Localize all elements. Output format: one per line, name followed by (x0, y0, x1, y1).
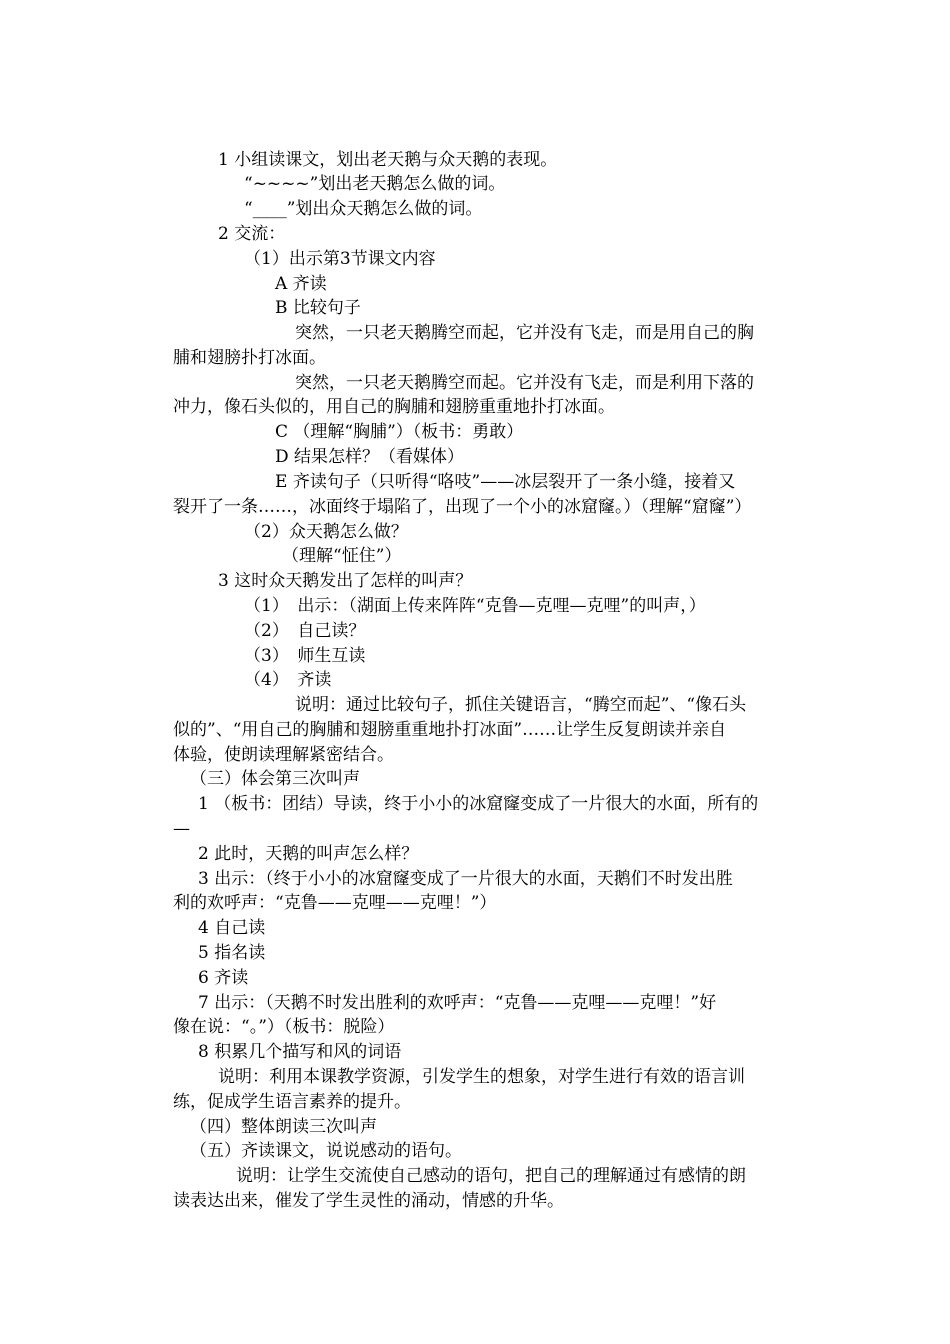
text-line: 7 出示：（天鹅不时发出胜利的欢呼声：“克鲁——克哩——克哩！”好 (198, 993, 717, 1013)
text-line: 8 积累几个描写和风的词语 (198, 1042, 402, 1062)
text-line: 1 小组读课文，划出老天鹅与众天鹅的表现。 (218, 150, 558, 170)
text-line: （1）出示第3节课文内容 (244, 249, 436, 269)
text-line: （五）齐读课文，说说感动的语句。 (190, 1141, 462, 1161)
text-line: “____”划出众天鹅怎么做的词。 (244, 199, 483, 219)
text-line: C （理解“胸脯”）（板书：勇敢） (275, 422, 524, 442)
text-line: （3） 师生互读 (244, 646, 366, 666)
text-line: （三）体会第三次叫声 (190, 769, 360, 789)
text-line: 读表达出来，催发了学生灵性的涌动，情感的升华。 (173, 1191, 564, 1211)
text-line: 似的”、“用自己的胸脯和翅膀重重地扑打冰面”……让学生反复朗读并亲自 (173, 720, 727, 740)
text-line: 说明：通过比较句子，抓住关键语言，“腾空而起”、“像石头 (295, 695, 747, 715)
text-line: B 比较句子 (275, 298, 361, 318)
text-line: 突然，一只老天鹅腾空而起。它并没有飞走，而是利用下落的 (295, 373, 754, 393)
text-line: 1 （板书：团结）导读，终于小小的冰窟窿变成了一片很大的水面，所有的 (198, 794, 759, 814)
text-line: 3 出示：（终于小小的冰窟窿变成了一片很大的水面，天鹅们不时发出胜 (198, 869, 733, 889)
text-line: 体验，使朗读理解紧密结合。 (173, 745, 394, 765)
text-line: 4 自己读 (198, 918, 266, 938)
text-line: （2）众天鹅怎么做？ (244, 522, 408, 542)
text-line: 2 此时，天鹅的叫声怎么样？ (198, 844, 419, 864)
text-line: 说明：让学生交流使自己感动的语句，把自己的理解通过有感情的朗 (236, 1166, 746, 1186)
text-line: 6 齐读 (198, 968, 249, 988)
text-line: D 结果怎样？（看媒体） (275, 447, 465, 467)
text-line: A 齐读 (275, 274, 327, 294)
text-line: 说明：利用本课教学资源，引发学生的想象，对学生进行有效的语言训 (218, 1067, 745, 1087)
text-line: 脯和翅膀扑打冰面。 (173, 348, 326, 368)
text-line: 2 交流： (218, 224, 286, 244)
text-line: （理解“怔住”） (282, 546, 402, 566)
text-line: 练，促成学生语言素养的提升。 (173, 1092, 411, 1112)
text-line: 突然，一只老天鹅腾空而起，它并没有飞走，而是用自己的胸 (295, 323, 754, 343)
text-line: （四）整体朗读三次叫声 (190, 1117, 377, 1137)
text-line: 裂开了一条……，冰面终于塌陷了，出现了一个小的冰窟窿。）（理解“窟窿”） (173, 497, 752, 517)
text-line: （4） 齐读 (244, 670, 332, 690)
text-line: E 齐读句子（只听得“咯吱”——冰层裂开了一条小缝，接着又 (275, 472, 736, 492)
text-line: （1） 出示：（湖面上传来阵阵“克鲁—克哩—克哩”的叫声，） (244, 596, 706, 616)
text-line: 3 这时众天鹅发出了怎样的叫声？ (218, 571, 473, 591)
text-line: — (173, 819, 190, 839)
text-line: 利的欢呼声：“克鲁——克哩——克哩！”） (173, 893, 497, 913)
text-line: 像在说：“。”）（板书：脱险） (173, 1017, 395, 1037)
text-line: 冲力，像石头似的，用自己的胸脯和翅膀重重地扑打冰面。 (173, 397, 615, 417)
text-line: （2） 自己读？ (244, 621, 366, 641)
text-line: 5 指名读 (198, 943, 266, 963)
text-line: “~~~~”划出老天鹅怎么做的词。 (244, 174, 506, 194)
